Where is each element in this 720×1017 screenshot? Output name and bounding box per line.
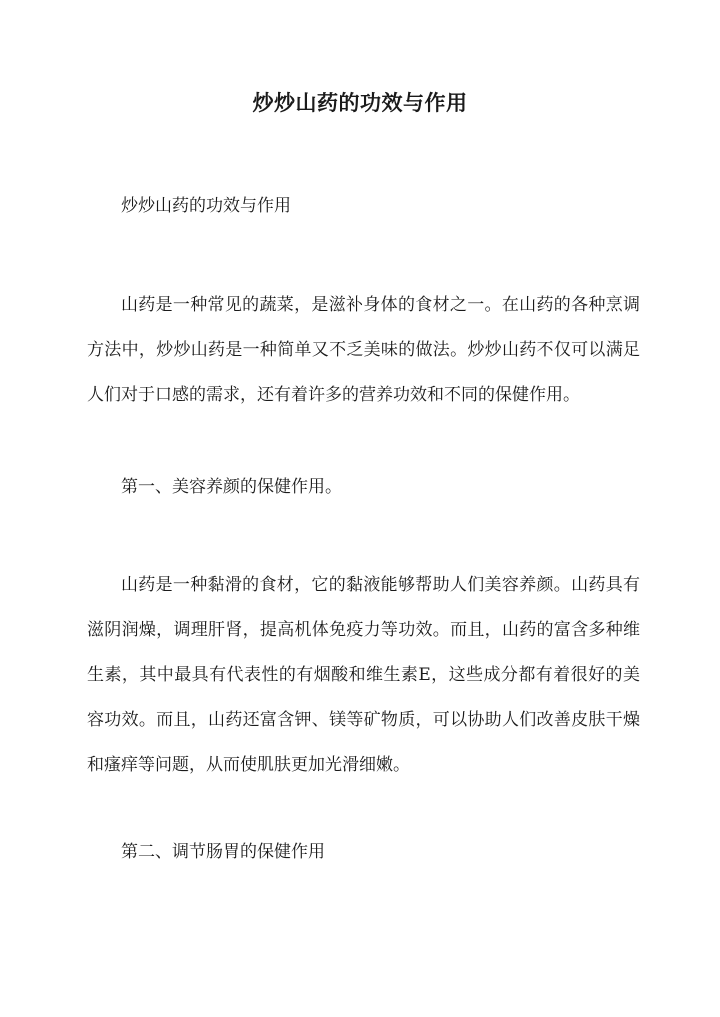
section-heading-digestion: 第二、调节肠胃的保健作用 bbox=[121, 842, 325, 862]
document-title: 炒炒山药的功效与作用 bbox=[252, 90, 468, 115]
document-subtitle: 炒炒山药的功效与作用 bbox=[121, 196, 291, 216]
intro-paragraph: 山药是一种常见的蔬菜，是滋补身体的食材之一。在山药的各种烹调方法中，炒炒山药是一种简单又不乏美味的做法。炒炒山药不仅可以满足人们对于口感的需求，还有着许多的营养功效和不同的保健作用。 bbox=[87, 295, 640, 405]
beauty-paragraph: 山药是一种黏滑的食材，它的黏液能够帮助人们美容养颜。山药具有滋阴润燥，调理肝肾，提高机体免疫力等功效。而且，山药的富含多种维生素，其中最具有代表性的有烟酸和维生素E，这些成分都有着很好的美容功效。而且，山药还富含钾、镁等矿物质，可以协助人们改善皮肤干燥和瘙痒等问题，从而使肌肤更加光滑细嫩。 bbox=[87, 575, 640, 775]
section-heading-beauty: 第一、美容养颜的保健作用。 bbox=[121, 477, 342, 497]
